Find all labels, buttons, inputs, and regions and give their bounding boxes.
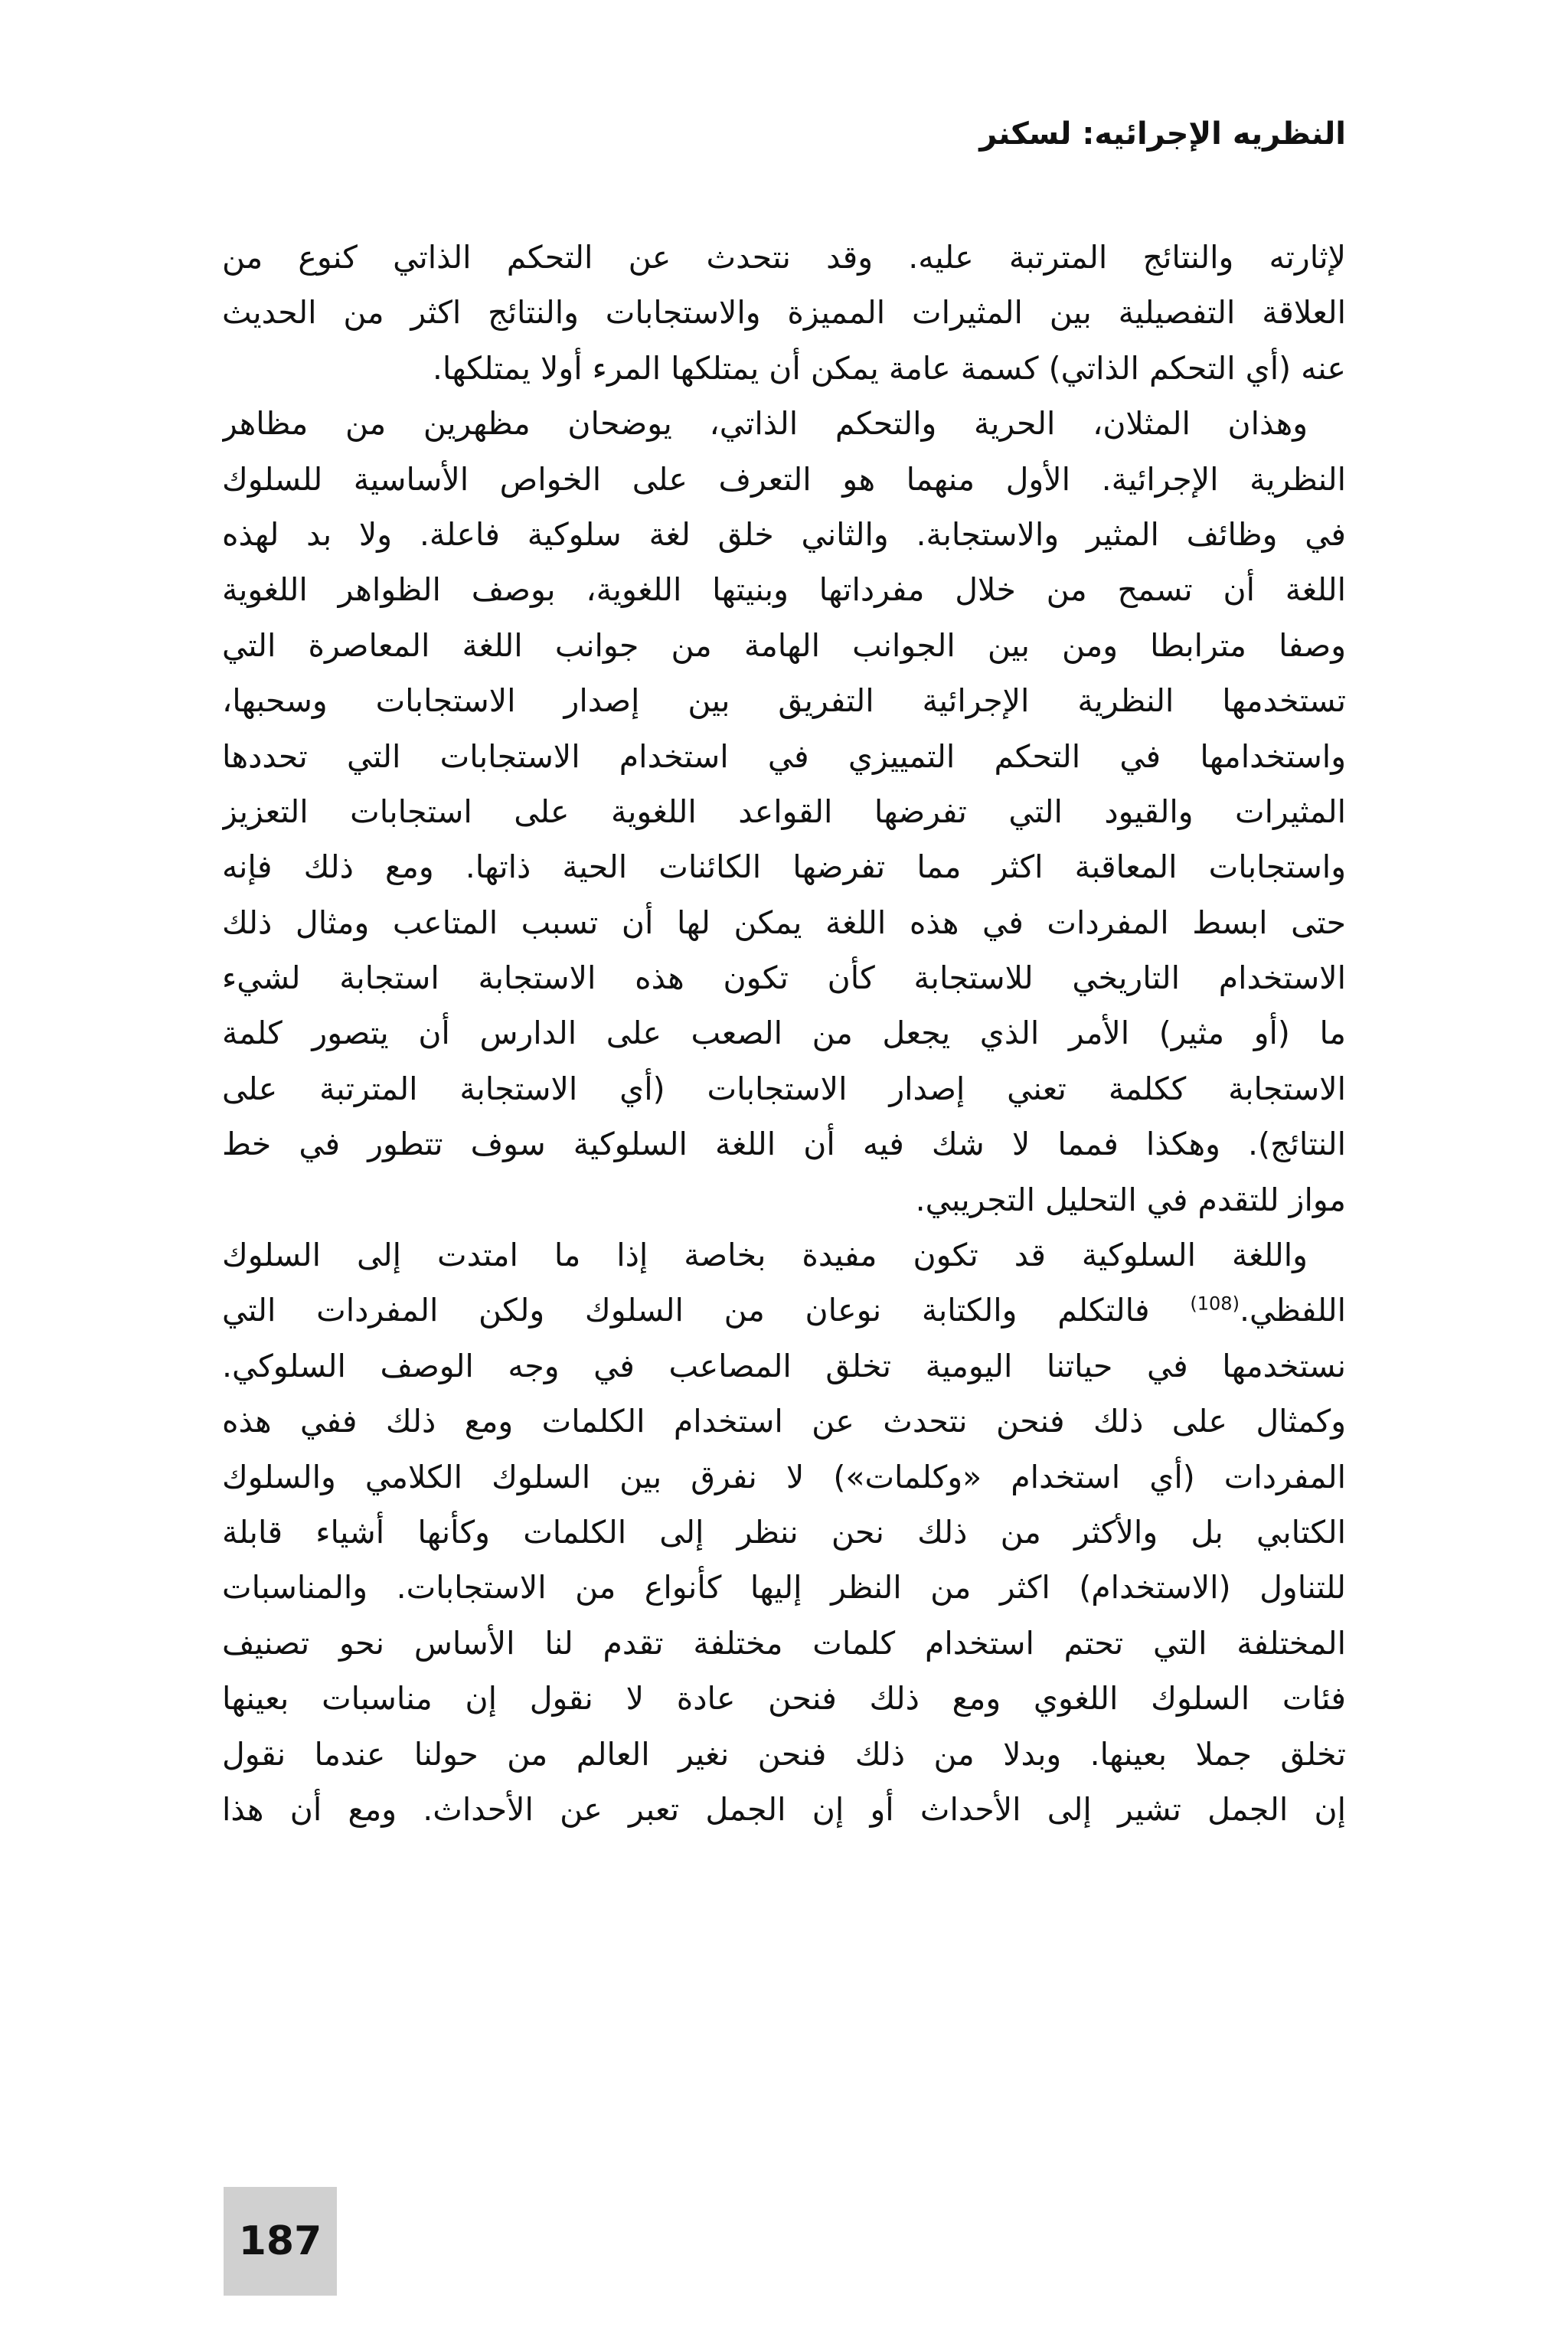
text-line: حتى ابسط المفردات في هذه اللغة يمكن لها أن تسبب المتاعب ومثال ذلك (222, 904, 1346, 941)
text-line: النتائج). وهكذا فمما لا شك فيه أن اللغة السلوكية سوف تتطور في خط (222, 1126, 1346, 1163)
text-line: الاستجابة ككلمة تعني إصدار الاستجابات (أي الاستجابة المترتبة على (222, 1070, 1346, 1107)
page-number-box (224, 2187, 337, 2296)
text-line: الاستخدام التاريخي للاستجابة كأن تكون هذه الاستجابة استجابة لشيء (222, 959, 1346, 997)
text-line: إن الجمل تشير إلى الأحداث أو إن الجمل تعبر عن الأحداث. ومع أن هذا (222, 1790, 1346, 1828)
text-line: وهذان المثلان، الحرية والتحكم الذاتي، يوضحان مظهرين من مظاهر (222, 405, 1308, 443)
text-line: عنه (أي التحكم الذاتي) كسمة عامة يمكن أن يمتلكها المرء أولا يمتلكها. (432, 349, 1346, 387)
text-line: العلاقة التفصيلية بين المثيرات المميزة والاستجابات والنتائج اكثر من الحديث (222, 294, 1346, 332)
text-line: واستخدامها في التحكم التمييزي في استخدام الاستجابات التي تحددها (222, 737, 1346, 775)
text-line: فئات السلوك اللغوي ومع ذلك فنحن عادة لا نقول إن مناسبات بعينها (222, 1680, 1346, 1718)
text-line: نستخدمها في حياتنا اليومية تخلق المصاعب في وجه الوصف السلوكي. (222, 1347, 1346, 1384)
text-line: في وظائف المثير والاستجابة. والثاني خلق لغة سلوكية فاعلة. ولا بد لهذه (222, 515, 1346, 553)
text-line: لإثارته والنتائج المترتبة عليه. وقد نتحدث عن التحكم الذاتي كنوع من (222, 239, 1346, 276)
text-line: ما (أو مثير) الأمر الذي يجعل من الصعب على الدارس أن يتصور كلمة (222, 1015, 1346, 1052)
page-number: 187 (238, 2218, 322, 2264)
text-line: المختلفة التي تحتم استخدام كلمات مختلفة تقدم لنا الأساس نحو تصنيف (222, 1624, 1346, 1662)
text-line: المثيرات والقيود التي تفرضها القواعد اللغوية على استجابات التعزيز (222, 793, 1346, 830)
text-line-start: اللفظي. (1239, 1292, 1346, 1329)
running-header: النظريه الإجرائيه: لسكنر (979, 116, 1346, 152)
text-line: مواز للتقدم في التحليل التجريبي. (915, 1181, 1346, 1218)
text-line: الكتابي بل والأكثر من ذلك نحن ننظر إلى الكلمات وكأنها أشياء قابلة (222, 1513, 1346, 1551)
body-text (222, 230, 1346, 1837)
text-line: تستخدمها النظرية الإجرائية التفريق بين إصدار الاستجابات وسحبها، (222, 682, 1346, 720)
text-line: النظرية الإجرائية. الأول منهما هو التعرف على الخواص الأساسية للسلوك (222, 460, 1346, 498)
text-line: المفردات (أي استخدام «وكلمات») لا نفرق بين السلوك الكلامي والسلوك (222, 1458, 1346, 1495)
text-line-with-footnote (222, 1283, 1346, 1338)
text-line: واستجابات المعاقبة اكثر مما تفرضها الكائنات الحية ذاتها. ومع ذلك فإنه (222, 848, 1346, 886)
text-line-rest: فالتكلم والكتابة نوعان من السلوك ولكن المفردات التي (222, 1292, 1150, 1329)
text-line: وصفا مترابطا ومن بين الجوانب الهامة من جوانب اللغة المعاصرة التي (222, 626, 1346, 664)
text-line: تخلق جملا بعينها. وبدلا من ذلك فنحن نغير العالم من حولنا عندما نقول (222, 1735, 1346, 1773)
text-line: اللغة أن تسمح من خلال مفرداتها وبنيتها اللغوية، بوصف الظواهر اللغوية (222, 571, 1346, 609)
footnote-marker: (108) (1190, 1293, 1240, 1315)
text-line: للتناول (الاستخدام) اكثر من النظر إليها كأنواع من الاستجابات. والمناسبات (222, 1569, 1346, 1606)
text-line: واللغة السلوكية قد تكون مفيدة بخاصة إذا ما امتدت إلى السلوك (222, 1237, 1308, 1274)
text-line: وكمثال على ذلك فنحن نتحدث عن استخدام الكلمات ومع ذلك ففي هذه (222, 1403, 1346, 1440)
